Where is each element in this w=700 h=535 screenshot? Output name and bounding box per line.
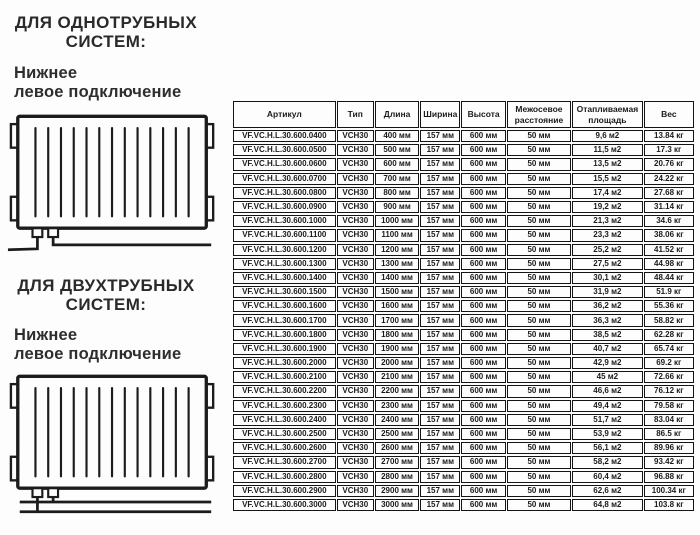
column-header-2: Длина [375,101,419,128]
table-row [233,286,694,298]
table-cell: VF.VC.H.L.30.600.0600 [233,158,336,170]
table-cell: 58.82 кг [644,314,694,326]
table-cell: VCH30 [337,173,374,185]
table-cell: VF.VC.H.L.30.600.2200 [233,385,336,397]
table-cell: VF.VC.H.L.30.600.2100 [233,371,336,383]
table-cell: 1000 мм [375,215,419,227]
table-cell: 157 мм [420,244,460,256]
table-cell: 50 мм [507,300,571,312]
table-row [233,400,694,412]
table-cell: 50 мм [507,428,571,440]
table-row [233,158,694,170]
column-header-1: Тип [337,101,374,128]
column-header-4: Высота [461,101,505,128]
table-cell: 55.36 кг [644,300,694,312]
table-cell: VF.VC.H.L.30.600.0900 [233,201,336,213]
one-pipe-subtitle-line1: Нижнее [14,64,78,82]
table-cell: 27.68 кг [644,187,694,199]
table-cell: 157 мм [420,144,460,156]
table-cell: 50 мм [507,499,571,511]
radiator-one-pipe-icon [6,110,222,260]
table-row [233,201,694,213]
table-cell: VCH30 [337,300,374,312]
table-cell: 600 мм [461,456,505,468]
column-header-5: Межосевое расстояние [507,101,571,128]
two-pipe-section-title [0,276,212,314]
table-cell: VF.VC.H.L.30.600.2600 [233,442,336,454]
table-cell: 157 мм [420,130,460,142]
table-cell: 50 мм [507,414,571,426]
table-cell: 157 мм [420,485,460,497]
table-cell: VF.VC.H.L.30.600.1700 [233,314,336,326]
table-cell: VCH30 [337,385,374,397]
table-cell: 45 м2 [572,371,642,383]
table-cell: 2100 мм [375,371,419,383]
column-header-3: Ширина [420,101,460,128]
table-cell: 60,4 м2 [572,471,642,483]
table-cell: 62.28 кг [644,329,694,341]
table-cell: 600 мм [461,173,505,185]
table-cell: 89.96 кг [644,442,694,454]
table-cell: VF.VC.H.L.30.600.1500 [233,286,336,298]
table-row [233,244,694,256]
table-cell: 157 мм [420,456,460,468]
table-cell: VCH30 [337,400,374,412]
table-cell: VF.VC.H.L.30.600.1000 [233,215,336,227]
table-cell: VCH30 [337,286,374,298]
table-cell: VF.VC.H.L.30.600.2400 [233,414,336,426]
table-cell: 100.34 кг [644,485,694,497]
table-cell: VCH30 [337,371,374,383]
table-cell: 50 мм [507,385,571,397]
table-row [233,442,694,454]
two-pipe-subtitle-line2: левое подключение [14,344,182,363]
table-cell: VCH30 [337,144,374,156]
table-cell: 79.58 кг [644,400,694,412]
table-cell: 50 мм [507,215,571,227]
table-cell: 600 мм [461,300,505,312]
spec-table-container [232,99,698,513]
table-cell: 800 мм [375,187,419,199]
table-cell: 2300 мм [375,400,419,412]
table-cell: 103.8 кг [644,499,694,511]
table-row [233,414,694,426]
table-cell: 41.52 кг [644,244,694,256]
table-cell: 600 мм [461,158,505,170]
table-cell: 600 мм [461,201,505,213]
table-cell: 157 мм [420,201,460,213]
table-cell: VCH30 [337,229,374,241]
table-cell: 53,9 м2 [572,428,642,440]
table-row [233,130,694,142]
table-cell: 1700 мм [375,314,419,326]
table-cell: 50 мм [507,244,571,256]
table-cell: 9,6 м2 [572,130,642,142]
table-row [233,314,694,326]
table-cell: 36,2 м2 [572,300,642,312]
table-row [233,485,694,497]
table-cell: VF.VC.H.L.30.600.2300 [233,400,336,412]
table-cell: 600 мм [461,187,505,199]
table-cell: 157 мм [420,173,460,185]
table-cell: 50 мм [507,272,571,284]
table-cell: 600 мм [461,215,505,227]
table-cell: 157 мм [420,428,460,440]
table-cell: 15,5 м2 [572,173,642,185]
table-cell: 93.42 кг [644,456,694,468]
table-cell: VCH30 [337,485,374,497]
table-cell: VCH30 [337,499,374,511]
table-cell: 31,9 м2 [572,286,642,298]
table-cell: 2800 мм [375,471,419,483]
spec-table [232,99,695,513]
table-cell: VF.VC.H.L.30.600.0800 [233,187,336,199]
table-cell: 1900 мм [375,343,419,355]
table-cell: VCH30 [337,130,374,142]
table-cell: VF.VC.H.L.30.600.2700 [233,456,336,468]
two-pipe-title-line2: СИСТЕМ: [65,295,147,314]
table-cell: 62,6 м2 [572,485,642,497]
table-cell: VCH30 [337,414,374,426]
table-cell: 600 мм [461,499,505,511]
table-cell: 157 мм [420,314,460,326]
table-row [233,187,694,199]
table-cell: 50 мм [507,286,571,298]
table-row [233,428,694,440]
table-cell: 600 мм [461,357,505,369]
table-cell: 50 мм [507,130,571,142]
table-cell: 600 мм [461,485,505,497]
table-cell: 49,4 м2 [572,400,642,412]
table-cell: 1100 мм [375,229,419,241]
table-cell: 44.98 кг [644,258,694,270]
table-cell: VCH30 [337,158,374,170]
table-cell: 69.2 кг [644,357,694,369]
table-cell: 600 мм [461,229,505,241]
table-cell: 600 мм [461,286,505,298]
one-pipe-section-subtitle [14,64,224,101]
table-cell: 50 мм [507,442,571,454]
table-cell: VCH30 [337,456,374,468]
table-cell: 2400 мм [375,414,419,426]
table-cell: 600 мм [461,329,505,341]
table-cell: 34.6 кг [644,215,694,227]
column-header-7: Вес [644,101,694,128]
table-cell: VCH30 [337,201,374,213]
table-cell: 157 мм [420,215,460,227]
table-cell: 1500 мм [375,286,419,298]
table-cell: 83.04 кг [644,414,694,426]
table-cell: 157 мм [420,258,460,270]
one-pipe-section-title [0,13,212,51]
table-cell: 13,5 м2 [572,158,642,170]
table-cell: 50 мм [507,229,571,241]
table-cell: 21,3 м2 [572,215,642,227]
table-cell: VCH30 [337,343,374,355]
table-cell: 157 мм [420,187,460,199]
table-cell: VF.VC.H.L.30.600.2000 [233,357,336,369]
table-cell: 11,5 м2 [572,144,642,156]
table-row [233,371,694,383]
table-cell: VCH30 [337,357,374,369]
table-cell: 600 мм [461,385,505,397]
table-cell: 600 мм [461,371,505,383]
table-row [233,499,694,511]
table-cell: VCH30 [337,215,374,227]
table-cell: 51.9 кг [644,286,694,298]
table-cell: 600 мм [461,314,505,326]
table-row [233,471,694,483]
table-cell: 400 мм [375,130,419,142]
table-cell: 72.66 кг [644,371,694,383]
table-cell: VCH30 [337,428,374,440]
table-cell: 17,4 м2 [572,187,642,199]
table-cell: 50 мм [507,456,571,468]
table-cell: 1300 мм [375,258,419,270]
table-row [233,258,694,270]
table-row [233,385,694,397]
table-cell: 96.88 кг [644,471,694,483]
table-cell: 76.12 кг [644,385,694,397]
table-cell: 50 мм [507,314,571,326]
table-cell: 157 мм [420,158,460,170]
table-cell: 157 мм [420,414,460,426]
table-cell: 600 мм [461,414,505,426]
table-cell: 1600 мм [375,300,419,312]
table-cell: 51,7 м2 [572,414,642,426]
table-cell: 2600 мм [375,442,419,454]
table-cell: 600 мм [375,158,419,170]
table-cell: 38,5 м2 [572,329,642,341]
table-cell: 157 мм [420,442,460,454]
table-cell: VF.VC.H.L.30.600.1100 [233,229,336,241]
table-cell: VCH30 [337,187,374,199]
table-row [233,456,694,468]
table-cell: 50 мм [507,471,571,483]
table-cell: VCH30 [337,258,374,270]
table-cell: 157 мм [420,400,460,412]
table-cell: 2900 мм [375,485,419,497]
table-cell: 157 мм [420,300,460,312]
table-cell: VF.VC.H.L.30.600.1400 [233,272,336,284]
table-cell: 40,7 м2 [572,343,642,355]
table-row [233,357,694,369]
table-cell: 50 мм [507,158,571,170]
table-cell: 23,3 м2 [572,229,642,241]
table-cell: 38.06 кг [644,229,694,241]
table-cell: 700 мм [375,173,419,185]
table-cell: 157 мм [420,229,460,241]
column-header-6: Отапливаемая площадь [572,101,642,128]
table-cell: 30,1 м2 [572,272,642,284]
table-cell: VCH30 [337,471,374,483]
table-cell: VF.VC.H.L.30.600.2500 [233,428,336,440]
table-cell: 2200 мм [375,385,419,397]
table-cell: 3000 мм [375,499,419,511]
table-cell: VF.VC.H.L.30.600.1800 [233,329,336,341]
table-row [233,272,694,284]
table-cell: 48.44 кг [644,272,694,284]
table-cell: VCH30 [337,329,374,341]
table-cell: 24.22 кг [644,173,694,185]
table-cell: 500 мм [375,144,419,156]
table-cell: 600 мм [461,343,505,355]
table-cell: 600 мм [461,272,505,284]
table-cell: VF.VC.H.L.30.600.2900 [233,485,336,497]
left-column [0,0,232,535]
two-pipe-section-subtitle [14,326,224,363]
table-cell: 600 мм [461,428,505,440]
table-cell: VF.VC.H.L.30.600.1200 [233,244,336,256]
table-cell: VF.VC.H.L.30.600.1900 [233,343,336,355]
table-cell: 157 мм [420,371,460,383]
table-cell: 157 мм [420,357,460,369]
two-pipe-subtitle-line1: Нижнее [14,326,78,344]
column-header-0: Артикул [233,101,336,128]
table-cell: 2700 мм [375,456,419,468]
table-cell: 157 мм [420,385,460,397]
table-cell: 50 мм [507,357,571,369]
table-cell: 900 мм [375,201,419,213]
table-cell: 58,2 м2 [572,456,642,468]
table-cell: 36,3 м2 [572,314,642,326]
table-cell: 46,6 м2 [572,385,642,397]
one-pipe-radiator-diagram [6,110,222,260]
table-cell: VF.VC.H.L.30.600.0400 [233,130,336,142]
table-cell: 600 мм [461,258,505,270]
radiator-two-pipe-icon [6,370,222,520]
table-row [233,329,694,341]
table-cell: 19,2 м2 [572,201,642,213]
table-cell: 64,8 м2 [572,499,642,511]
table-cell: 50 мм [507,400,571,412]
table-cell: 31.14 кг [644,201,694,213]
two-pipe-title-line1: ДЛЯ ДВУХТРУБНЫХ [17,276,195,295]
one-pipe-title-line1: ДЛЯ ОДНОТРУБНЫХ [14,13,198,32]
table-cell: 157 мм [420,471,460,483]
table-cell: 157 мм [420,329,460,341]
table-cell: 157 мм [420,272,460,284]
table-cell: 65.74 кг [644,343,694,355]
table-cell: 600 мм [461,144,505,156]
table-cell: 50 мм [507,343,571,355]
table-cell: 1400 мм [375,272,419,284]
table-row [233,343,694,355]
table-cell: VF.VC.H.L.30.600.0500 [233,144,336,156]
table-cell: 2500 мм [375,428,419,440]
table-cell: VF.VC.H.L.30.600.3000 [233,499,336,511]
table-cell: 157 мм [420,286,460,298]
table-cell: 1800 мм [375,329,419,341]
table-cell: 50 мм [507,201,571,213]
table-cell: 50 мм [507,258,571,270]
table-cell: VCH30 [337,314,374,326]
table-cell: 42,9 м2 [572,357,642,369]
table-cell: VCH30 [337,442,374,454]
table-cell: 600 мм [461,400,505,412]
table-cell: 50 мм [507,485,571,497]
table-cell: 50 мм [507,173,571,185]
table-cell: 56,1 м2 [572,442,642,454]
table-cell: 600 мм [461,130,505,142]
one-pipe-title-line2: СИСТЕМ: [65,32,147,51]
table-row [233,215,694,227]
table-cell: 20.76 кг [644,158,694,170]
table-cell: 1200 мм [375,244,419,256]
table-cell: VF.VC.H.L.30.600.1600 [233,300,336,312]
table-cell: 17.3 кг [644,144,694,156]
two-pipe-radiator-diagram [6,370,222,520]
table-cell: 157 мм [420,343,460,355]
table-row [233,229,694,241]
table-cell: VCH30 [337,244,374,256]
table-cell: VF.VC.H.L.30.600.1300 [233,258,336,270]
table-cell: 600 мм [461,471,505,483]
header-row [233,101,694,128]
table-cell: 157 мм [420,499,460,511]
table-cell: 86.5 кг [644,428,694,440]
table-cell: 13.84 кг [644,130,694,142]
one-pipe-subtitle-line2: левое подключение [14,82,182,101]
table-cell: 27,5 м2 [572,258,642,270]
table-cell: 50 мм [507,371,571,383]
table-row [233,173,694,185]
table-cell: 25,2 м2 [572,244,642,256]
table-cell: 50 мм [507,144,571,156]
table-cell: 2000 мм [375,357,419,369]
table-row [233,300,694,312]
spec-table-body [233,130,694,511]
table-cell: 50 мм [507,329,571,341]
table-cell: VF.VC.H.L.30.600.0700 [233,173,336,185]
table-cell: 50 мм [507,187,571,199]
table-cell: 600 мм [461,244,505,256]
table-cell: VCH30 [337,272,374,284]
table-cell: VF.VC.H.L.30.600.2800 [233,471,336,483]
table-cell: 600 мм [461,442,505,454]
table-row [233,144,694,156]
